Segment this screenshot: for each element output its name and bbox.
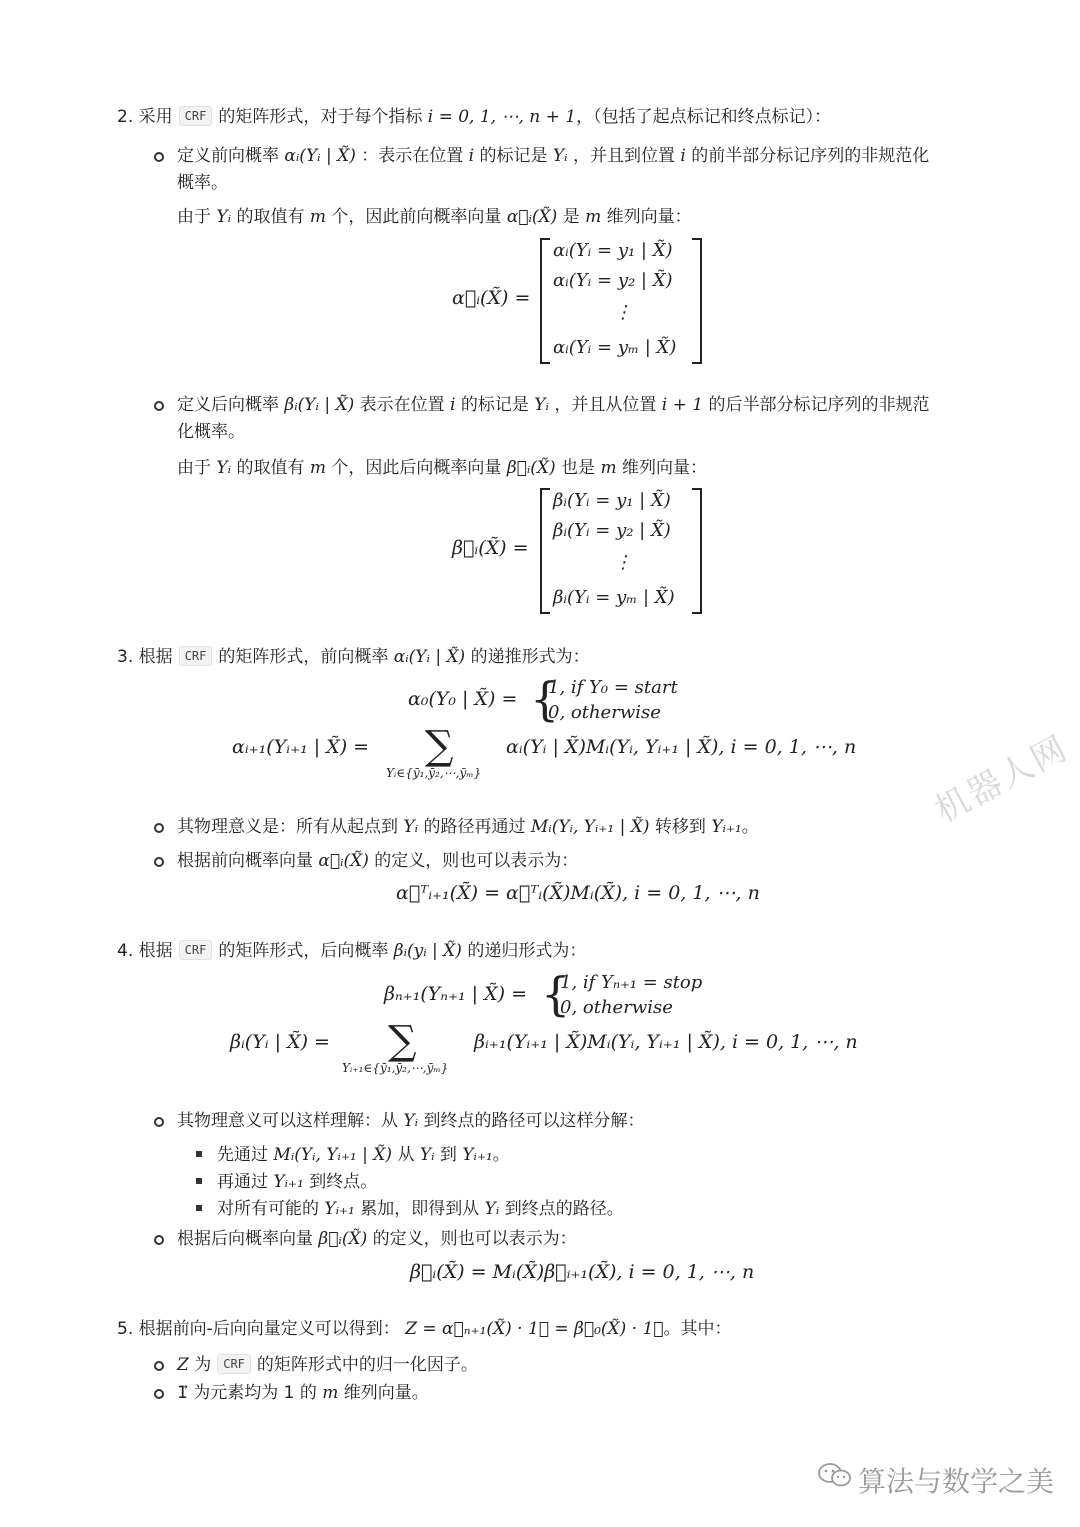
math-inline: Yᵢ	[552, 146, 568, 166]
sum-icon: ∑	[388, 1018, 417, 1064]
text: 。	[741, 817, 759, 837]
text: 的递推形式为：	[470, 647, 590, 667]
vector-row: βᵢ(Yᵢ = y₁ | X̃)	[553, 490, 671, 511]
equation-lhs: βᵢ(Yᵢ | X̃) =	[230, 1031, 330, 1053]
item4-sub2	[217, 1169, 377, 1195]
math-inline: α⃗ᵢ(X̃)	[318, 851, 369, 871]
case-row: 0, otherwise	[548, 702, 661, 723]
text: 为元素均为 1 的	[193, 1383, 317, 1403]
equation-lhs: α⃗ᵢ(X̃) =	[452, 287, 531, 309]
text: 到	[439, 1145, 457, 1165]
item-number: 5.	[117, 1319, 134, 1339]
bullet-circle-icon	[154, 1117, 164, 1127]
item2-heading	[117, 104, 831, 130]
item2-b1-para	[177, 204, 692, 230]
case-row: 0, otherwise	[560, 997, 673, 1018]
math-inline: Yᵢ	[534, 395, 549, 415]
left-bracket	[540, 238, 550, 364]
item-number: 2.	[117, 107, 134, 127]
equation-lhs: α₀(Y₀ | X̃) =	[408, 688, 518, 710]
text: 的矩阵形式，对于每个指标	[218, 107, 423, 127]
text: 的矩阵形式，前向概率	[218, 647, 389, 667]
math-inline: Yᵢ	[403, 817, 419, 837]
text: 的路径再通过	[423, 817, 526, 837]
equation: β⃗ᵢ(X̃) = Mᵢ(X̃)β⃗ᵢ₊₁(X̃), i = 0, 1, ⋯, n	[410, 1261, 755, 1283]
math-inline: i	[468, 146, 475, 166]
math-inline: 1⃗	[177, 1383, 188, 1403]
sum-subscript: Yᵢ∈{ȳ₁,ȳ₂,⋯,ȳₘ}	[386, 766, 482, 780]
math-inline: αᵢ(Yᵢ | X̃)	[393, 647, 466, 667]
item2-b1-line1	[177, 143, 929, 169]
text: 先通过	[217, 1145, 268, 1165]
footer-brand: 算法与数学之美	[858, 1465, 1055, 1498]
item5-b1	[177, 1352, 478, 1378]
item-number: 4.	[117, 941, 134, 961]
left-bracket	[540, 488, 550, 614]
math-inline: m	[309, 207, 326, 227]
item5-heading	[117, 1316, 732, 1342]
item2-b2-para	[177, 455, 707, 481]
vector-row: βᵢ(Yᵢ = yₘ | X̃)	[553, 587, 675, 608]
math-inline: βᵢ(yᵢ | X̃)	[393, 941, 462, 961]
text: 其物理意义可以这样理解：从	[177, 1111, 398, 1131]
watermark: 机器人网	[928, 728, 1075, 832]
text: 表示在位置	[359, 395, 445, 415]
bullet-circle-icon	[154, 857, 164, 867]
item2-b2-line2	[177, 419, 245, 445]
text: ，并且从位置	[554, 395, 657, 415]
bullet-circle-icon	[154, 401, 164, 411]
sum-icon: ∑	[425, 723, 454, 769]
math-inline: i = 0, 1, ⋯, n + 1	[427, 107, 577, 127]
wechat-icon	[818, 1462, 852, 1488]
text: 个，因此前向概率向量	[331, 207, 502, 227]
math-inline: Yᵢ	[216, 207, 232, 227]
text: 采用	[138, 107, 173, 127]
text: 的标记是	[460, 395, 529, 415]
text: 由于	[177, 207, 211, 227]
math-inline: m	[309, 458, 326, 478]
text: 概率。	[177, 173, 228, 193]
text: 的矩阵形式中的归一化因子。	[256, 1355, 478, 1375]
text: 根据前向-后向向量定义可以得到：	[138, 1319, 400, 1339]
bullet-square-icon	[196, 1205, 202, 1211]
bullet-circle-icon	[154, 1361, 164, 1371]
vector-row: αᵢ(Yᵢ = y₂ | X̃)	[553, 270, 673, 291]
math-inline: i + 1	[661, 395, 704, 415]
item4-b1	[177, 1108, 644, 1134]
vector-row: αᵢ(Yᵢ = y₁ | X̃)	[553, 240, 673, 261]
math-inline: Yᵢ	[484, 1199, 500, 1219]
vector-row: βᵢ(Yᵢ = y₂ | X̃)	[553, 520, 671, 541]
text: 的标记是	[479, 146, 548, 166]
item4-b2	[177, 1226, 577, 1252]
text: 定义后向概率	[177, 395, 279, 415]
equation-lhs: βₙ₊₁(Yₙ₊₁ | X̃) =	[384, 983, 528, 1005]
vector-row: ⋮	[614, 552, 632, 573]
vector-row: αᵢ(Yᵢ = yₘ | X̃)	[553, 337, 677, 358]
inline-code: CRF	[179, 646, 213, 666]
item-number: 3.	[117, 647, 134, 667]
math-inline: m	[600, 458, 617, 478]
math-inline: Yᵢ₊₁	[462, 1145, 493, 1165]
item4-sub1	[217, 1142, 510, 1168]
math-inline: i	[450, 395, 456, 415]
equation: α⃗ᵀᵢ₊₁(X̃) = α⃗ᵀᵢ(X̃)Mᵢ(X̃), i = 0, 1, ⋯, n	[396, 882, 760, 904]
text: 根据前向概率向量	[177, 851, 313, 871]
text: 的定义，则也可以表示为：	[374, 851, 579, 871]
text: 是	[562, 207, 580, 227]
item2-b2-line1	[177, 392, 929, 418]
bullet-circle-icon	[154, 823, 164, 833]
text: 由于	[177, 458, 211, 478]
math-inline: Yᵢ	[216, 458, 232, 478]
text: 根据	[138, 941, 173, 961]
math-inline: Yᵢ₊₁	[324, 1199, 355, 1219]
item3-heading	[117, 644, 590, 670]
item2-b1-line2	[177, 170, 228, 196]
bullet-circle-icon	[154, 152, 164, 162]
bullet-circle-icon	[154, 1235, 164, 1245]
equation-lhs: αᵢ₊₁(Yᵢ₊₁ | X̃) =	[232, 736, 370, 758]
text: 再通过	[217, 1172, 268, 1192]
text: 到终点的路径可以这样分解：	[423, 1111, 645, 1131]
math-inline: m	[585, 207, 602, 227]
math-inline: αᵢ(Yᵢ | X̃)	[284, 146, 356, 166]
text: 的定义，则也可以表示为：	[372, 1229, 577, 1249]
text: 其物理意义是：所有从起点到	[177, 817, 398, 837]
text: 的后半部分标记序列的非规范	[708, 395, 930, 415]
inline-code: CRF	[179, 940, 213, 960]
text: 根据后向概率向量	[177, 1229, 313, 1249]
math-inline: β⃗ᵢ(X̃)	[506, 458, 556, 478]
text: 到终点的路径。	[504, 1199, 624, 1219]
math-inline: β⃗ᵢ(X̃)	[318, 1229, 368, 1249]
text: 维列向量。	[343, 1383, 429, 1403]
text: 也是	[561, 458, 596, 478]
math-inline: i	[680, 146, 686, 166]
text: 转移到	[654, 817, 706, 837]
text: 的前半部分标记序列的非规范化	[691, 146, 930, 166]
sum-subscript: Yᵢ₊₁∈{ȳ₁,ȳ₂,⋯,ȳₘ}	[342, 1061, 449, 1075]
item5-b2	[177, 1380, 429, 1406]
text: 个，因此后向概率向量	[331, 458, 502, 478]
inline-code: CRF	[217, 1354, 251, 1374]
math-inline: Z	[177, 1355, 189, 1375]
text: 到终点。	[309, 1172, 378, 1192]
math-inline: Yᵢ	[419, 1145, 435, 1165]
math-inline: Mᵢ(Yᵢ, Yᵢ₊₁ | X̃)	[530, 817, 650, 837]
equation-rhs: αᵢ(Yᵢ | X̃)Mᵢ(Yᵢ, Yᵢ₊₁ | X̃), i = 0, 1, ⋯, n	[506, 736, 857, 758]
text: 的递归形式为：	[467, 941, 587, 961]
math-inline: α⃗ᵢ(X̃)	[506, 207, 558, 227]
text: 维列向量：	[606, 207, 692, 227]
math-inline: m	[322, 1383, 339, 1403]
item3-b2	[177, 848, 578, 874]
text: 维列向量：	[621, 458, 707, 478]
case-row: 1, if Y₀ = start	[548, 677, 678, 698]
item4-heading	[117, 938, 586, 964]
text: 的取值有	[236, 207, 305, 227]
math-inline: Z = α⃗ₙ₊₁(X̃) · 1⃗ = β⃗₀(X̃) · 1⃗	[405, 1319, 664, 1339]
text: 累加，即得到从	[360, 1199, 480, 1219]
math-inline: Mᵢ(Yᵢ, Yᵢ₊₁ | X̃)	[273, 1145, 393, 1165]
bullet-circle-icon	[154, 1389, 164, 1399]
case-row: 1, if Yₙ₊₁ = stop	[560, 972, 703, 993]
text: 。	[492, 1145, 510, 1165]
text: 从	[397, 1145, 415, 1165]
equation-rhs: βᵢ₊₁(Yᵢ₊₁ | X̃)Mᵢ(Yᵢ, Yᵢ₊₁ | X̃), i = 0, 1, ⋯, n	[474, 1031, 858, 1053]
text: ：表示在位置	[361, 146, 464, 166]
text: 根据	[138, 647, 173, 667]
text: 对所有可能的	[217, 1199, 319, 1219]
inline-code: CRF	[179, 106, 213, 126]
item3-b1	[177, 814, 759, 840]
text: 的矩阵形式，后向概率	[218, 941, 389, 961]
left-brace-icon: {	[530, 672, 560, 726]
bullet-square-icon	[196, 1151, 202, 1157]
text: ，并且到位置	[572, 146, 675, 166]
math-inline: Yᵢ₊₁	[711, 817, 742, 837]
bullet-square-icon	[196, 1178, 202, 1184]
right-bracket	[692, 488, 702, 614]
text: ，（包括了起点标记和终点标记）：	[576, 107, 832, 127]
text: 。其中：	[663, 1319, 732, 1339]
text: 定义前向概率	[177, 146, 279, 166]
vector-row: ⋮	[614, 302, 632, 323]
right-bracket	[692, 238, 702, 364]
left-brace-icon: {	[541, 967, 571, 1021]
equation-lhs: β⃗ᵢ(X̃) =	[452, 537, 529, 559]
text: 化概率。	[177, 422, 245, 442]
math-inline: βᵢ(Yᵢ | X̃)	[284, 395, 355, 415]
text: 为	[194, 1355, 212, 1375]
math-inline: Yᵢ₊₁	[273, 1172, 304, 1192]
math-inline: Yᵢ	[403, 1111, 419, 1131]
text: 的取值有	[236, 458, 305, 478]
item4-sub3	[217, 1196, 624, 1222]
